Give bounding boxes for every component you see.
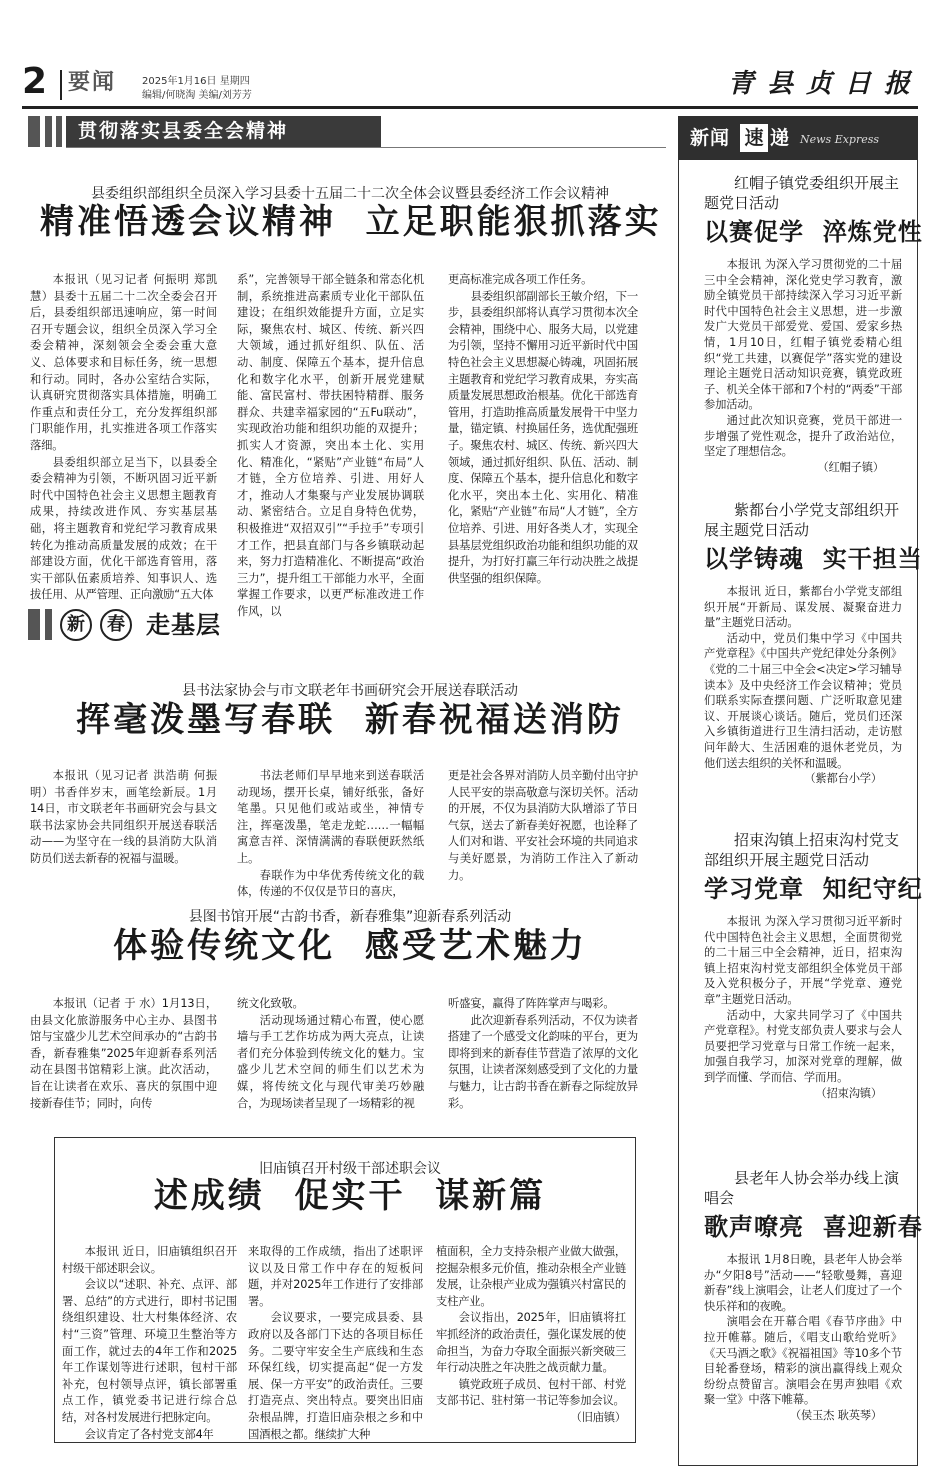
article2-col3: [448, 768, 638, 884]
sidebar-item-2-p1: 本报讯 近日，紫都台小学党支部组织开展“开新局、谋发展、凝聚奋进力量”主题党日活动。: [704, 585, 902, 630]
article2-headline: 挥毫泼墨写春联 新春祝福送消防: [76, 700, 624, 740]
band2-circle-1: 新: [60, 609, 92, 641]
article1-p3: 系”，完善领导干部全链条和常态化机制，系统推进高素质专业化干部队伍建设；在组织效能提升方面，立足实际，聚焦农村、城区、传统、新兴四大领域，通过抓好组织、队伍、活动、制度、保障五个基本，提升信息化和数字化水平，创新开展党建赋能、富民富村、带扶困特精群、服务群众、共建幸福家园的“五Fu联动”，实现政治功能和组织功能的双提升；抓实人才资源，突出本土化、实用化、精准化，“紧贴”产业链“布局”人才链，全方位培养、引进、用好人才，推动人才集聚与产业发展协调联动、紧密结合。立足自身特色优势，积极推进“双招双引”“手拉手”专项引才工作，把县直部门与各乡镇联动起来，努力打造精准化、不断提高“政治三力”，提升组工干部能力水平，全面掌握工作要求，以更严标准改进工作作风，以: [237, 273, 424, 618]
band-rule-left: [28, 116, 40, 147]
article1-kicker: 县委组织部组织全员深入学习县委十五届二十二次全体会议暨县委经济工作会议精神: [91, 186, 609, 202]
article2-p2: 书法老师们早早地来到送春联活动现场，摆开长桌，铺好纸张，备好笔墨。只见他们或站或坐，神情专注，挥毫泼墨，笔走龙蛇……一幅幅寓意吉祥、深情满满的春联便跃然纸上。: [237, 769, 424, 865]
article3-kicker: 县图书馆开展“古韵书香，新春雅集”迎新春系列活动: [188, 909, 512, 925]
article3-p1: 本报讯（记者 于 水）1月13日，由县文化旅游服务中心主办、县图书馆与宝盛少儿艺术空间承办的“古韵书香，新春雅集”2025年迎新春系列活动在县图书馆精彩上演。此次活动，旨在让读者在欢乐、喜庆的氛围中迎接新春佳节；同时，向传: [30, 997, 217, 1110]
masthead-rule: [22, 106, 918, 109]
article1-p5: 县委组织部副部长王敏介绍，下一步，县委组织部将认真学习贯彻本次全会精神，围绕中心、服务大局，以党建为引领，坚持不懈用习近平新时代中国特色社会主义思想凝心铸魂，巩固拓展主题教育和党纪学习教育成果，夯实高质量发展思想政治根基。优化干部选育管用，打造助推高质量发展骨干中坚力量，锚定镇、村换届任务，选优配强班子。聚焦农村、城区、传统、新兴四大领域，通过抓好组织、队伍、活动、制度、保障五个基本，提升信息化和数字化水平，突出本土化、实用化、精准化，紧贴“产业链”布局“人才链”，全方位培养、引进、用好各类人才，实现全县基层党组织政治功能和组织功能的双提升，为打好打赢三年行动决胜之战提供坚强的组织保障。: [448, 289, 638, 585]
article4-col3: [436, 1244, 626, 1427]
article4-p6: 植面积，全力支持杂根产业做大做强，挖掘杂根多元价值，推动杂根全产业链发展，让杂根产业成为强镇兴村富民的支柱产业。: [436, 1245, 626, 1308]
article2-p4: 更是社会各界对消防人员辛勤付出守护人民平安的崇高敬意与深切关怀。活动的开展，不仅为县消防大队增添了节日气氛，送去了新春美好祝愿，也诠释了人们对和谐、平安社会环境的共同追求与美好愿景，为消防工作注入了新动力。: [448, 769, 638, 882]
article3-col3: [448, 996, 638, 1112]
section-name: 要闻: [68, 70, 117, 95]
sidebar-item-3-signature: （招束沟镇）: [815, 1086, 882, 1100]
article4-signature: （旧庙镇）: [570, 1410, 626, 1424]
sidebar-item-4-p1: 本报讯 1月8日晚，县老年人协会举办“夕阳8号”活动——“轻歌曼舞，喜迎新春”线上演唱会，让老人们度过了一个快乐祥和的夜晚。: [704, 1253, 902, 1313]
article2-col1: [30, 768, 217, 868]
sidebar-item-4-headline: 歌声嘹亮 喜迎新春: [704, 1212, 923, 1241]
paper-name: 青 县 贞 日 报: [727, 69, 912, 99]
article2-kicker: 县书法家协会与市文联老年书画研究会开展送春联活动: [182, 683, 518, 699]
band2-circle-2: 春: [100, 609, 132, 641]
sidebar-title-a: 新闻: [690, 127, 731, 149]
article1-col1: [30, 272, 217, 604]
section-band-title: 贯彻落实县委全会精神: [66, 116, 381, 147]
band-rule-left-2: [45, 116, 52, 147]
band-rule-left-3: [56, 116, 62, 147]
band2-rule-1: [28, 609, 40, 640]
article1-p4: 更高标准完成各项工作任务。: [448, 273, 593, 286]
sidebar-item-1-signature: （红帽子镇）: [817, 460, 884, 474]
editor-line: 编辑/何晓淘 美编/刘芳芳: [142, 90, 252, 101]
sidebar-item-2-kicker: 紫都台小学党支部组织开展主题党日活动: [704, 501, 900, 539]
sidebar-item-4-p2: 演唱会在开幕合唱《春节序曲》中拉开帷幕。随后，《唱支山歌给党听》《天马酒之歌》《祝福祖国》等10多个节目轮番登场，精彩的演出赢得线上观众纷纷点赞留言。演唱会在男声独唱《欢聚一堂》中落下帷幕。: [704, 1315, 902, 1407]
article4-p1: 本报讯 近日，旧庙镇组织召开村级干部述职会议。: [62, 1245, 237, 1275]
article2-p1: 本报讯（见习记者 洪浩萌 何振明）书香伴岁末，画笔绘新辰。1月14日，市文联老年书画研究会与县文联书法家协会共同组织开展送春联活动——为坚守在一线的县消防大队消防员们送去新春的祝福与温暖。: [30, 769, 217, 865]
article3-p2: 统文化致敬。: [237, 997, 304, 1010]
article4-p3: 会议肯定了各村党支部4年: [84, 1427, 214, 1441]
article2-col2: [237, 768, 424, 901]
article4-p8: 镇党政班子成员、包村干部、村党支部书记、驻村第一书记等参加会议。: [436, 1377, 626, 1408]
sidebar-item-2-p2: 活动中，党员们集中学习《中国共产党章程》《中国共产党纪律处分条例》《党的二十届三中全会<决定>学习辅导读本》及中央经济工作会议精神；党员们联系实际查摆问题、广泛听取意见建议、开展谈心谈话。随后，党员们还深入乡镇街道进行卫生清扫活动，走访慰问年龄大、生活困难的退休老党员，为他们送去组织的关怀和温暖。: [704, 631, 902, 770]
sidebar-item-3: [704, 830, 923, 1101]
article4-p2: 会议以“述职、补充、点评、部署、总结”的方式进行，即村书记围绕组织建设、壮大村集体经济、农村“三资”管理、环境卫生整治等方面工作，就过去的4年工作和2025年工作谋划等进行述职，包村干部补充，包村领导点评，镇长部署重点工作，镇党委书记进行综合总结，对各村发展进行把脉定向。: [62, 1278, 237, 1424]
band2-title: 走基层: [146, 611, 221, 639]
article4-col1: [62, 1244, 237, 1443]
sidebar-item-1-p1: 本报讯 为深入学习贯彻党的二十届三中全会精神，深化党史学习教育，激励全镇党员干部持续深入学习习近平新时代中国特色社会主义思想，进一步激发广大党员干部爱党、爱国、爱家乡热情，1月10日，红帽子镇党委精心组织“党工共建，以赛促学”落实党的建设理论主题党日活动知识竞赛，镇党政班子、机关全体干部和7个村的“两委”干部参加活动。: [704, 258, 902, 412]
page-number: 2: [22, 61, 48, 102]
band-underline: [66, 147, 666, 148]
sidebar-title-c: 递: [770, 127, 790, 149]
band2-rule-2: [45, 609, 52, 640]
article1-p1: 本报讯（见习记者 何振明 郑凯慧）县委十五届二十二次全委会召开后，县委组织部迅速响应，第一时间召开专题会议，组织全员深入学习全委会精神，深刻领会全委会重大意义、总体要求和目标任务，统一思想和行动。同时，各办公室结合实际，认真研究贯彻落实具体措施，明确工作重点和责任分工，充分发挥组织部门职能作用，扎实推进各项工作落实落细。: [30, 273, 217, 452]
article1-col2: [237, 272, 424, 620]
sidebar-item-2-headline: 以学铸魂 实干担当: [704, 544, 923, 573]
article3-p4: 听盛宴，赢得了阵阵掌声与喝彩。: [448, 997, 615, 1010]
sidebar-item-3-p1: 本报讯 为深入学习贯彻习近平新时代中国特色社会主义思想，全面贯彻党的二十届三中全会精神，近日，招束沟镇上招束沟村党支部组织全体党员干部及入党积极分子，开展“学党章、遵党章”主题党日活动。: [704, 915, 902, 1006]
sidebar-item-4-signature: （侯玉杰 耿英琴）: [789, 1408, 882, 1422]
sidebar-item-2-signature: （紫都台小学）: [804, 772, 882, 786]
article2-p3: 春联作为中华优秀传统文化的载体，传递的不仅仅是节日的喜庆，: [237, 868, 424, 899]
sidebar-item-4: [704, 1168, 923, 1424]
sidebar-item-1-kicker: 红帽子镇党委组织开展主题党日活动: [704, 174, 900, 212]
sidebar-title-en: News Express: [800, 133, 880, 146]
sidebar-item-2: [704, 500, 923, 787]
sidebar-item-3-kicker: 招束沟镇上招束沟村党支部组织开展主题党日活动: [704, 831, 900, 869]
article3-col1: [30, 996, 217, 1112]
article1-p2: 县委组织部立足当下，以县委全委会精神为引领，不断巩固习近平新时代中国特色社会主义思想主题教育成果，持续改进作风、夯实基层基础，将主题教育和党纪学习教育成果转化为推动高质量发展的成效；在干部建设方面，优化干部选育管用，落实干部队伍素质培养、知事识人、选拔任用、从严管理、正向激励“五大体: [30, 455, 217, 602]
article3-headline: 体验传统文化 感受艺术魅力: [113, 926, 587, 966]
sidebar-title-b: 速: [740, 124, 768, 152]
sidebar-item-1: [704, 173, 923, 475]
article3-col2: [237, 996, 424, 1112]
sidebar-item-3-p2: 活动中，大家共同学习了《中国共产党章程》。村党支部负责人要求与会人员要把学习党章与日常工作统一起来，加强自我学习，加深对党章的理解，做到学而懂、学而信、学而用。: [704, 1008, 902, 1084]
date-line: 2025年1月16日 星期四: [142, 76, 250, 87]
article4-p4: 来取得的工作成绩，指出了述职评议以及日常工作中存在的短板问题，并对2025年工作进行了安排部署。: [248, 1245, 423, 1308]
masthead: [22, 61, 918, 106]
sidebar-item-3-headline: 学习党章 知纪守纪: [704, 874, 923, 903]
article4-p5: 会议要求，一要完成县委、县政府以及各部门下达的各项目标任务。二要守牢安全生产底线和生态环保红线，切实提高起“促一方发展、保一方平安”的政治责任。三要打造亮点、突出特点。要突出旧庙杂根品牌，打造旧庙杂根之乡和中国酒根之都。继续扩大种: [248, 1311, 423, 1441]
article4-kicker: 旧庙镇召开村级干部述职会议: [259, 1161, 441, 1177]
article1-col3: [448, 272, 638, 587]
article4-headline: 述成绩 促实干 谋新篇: [153, 1176, 547, 1216]
article3-p3: 活动现场通过精心布置，使心愿墙与手工艺作坊成为两大亮点，让读者们充分体验到传统文化的魅力。宝盛少儿艺术空间的师生们以艺术为媒，将传统文化与现代审美巧妙融合，为现场读者呈现了一场精彩的视: [237, 1013, 424, 1110]
article1-headline: 精准悟透会议精神 立足职能狠抓落实: [40, 202, 662, 242]
sidebar-item-1-headline: 以赛促学 淬炼党性: [704, 217, 923, 246]
sidebar-item-1-p2: 通过此次知识竞赛，党员干部进一步增强了党性观念，提升了政治站位，坚定了理想信念。: [704, 413, 902, 459]
article4-col2: [248, 1244, 423, 1443]
article3-p5: 此次迎新春系列活动，不仅为读者搭建了一个感受文化韵味的平台，更为即将到来的新春佳节营造了浓厚的文化氛围，让读者深刻感受到了文化的力量与魅力，让古韵书香在新春之际绽放异彩。: [448, 1013, 638, 1110]
sidebar-item-4-kicker: 县老年人协会举办线上演唱会: [704, 1169, 900, 1207]
article4-p7: 会议指出，2025年，旧庙镇将扛牢抓经济的政治责任，强化谋发展的使命担当，为奋力夺取全面振兴新突破三年行动决胜之年决胜之战贡献力量。: [436, 1311, 626, 1375]
